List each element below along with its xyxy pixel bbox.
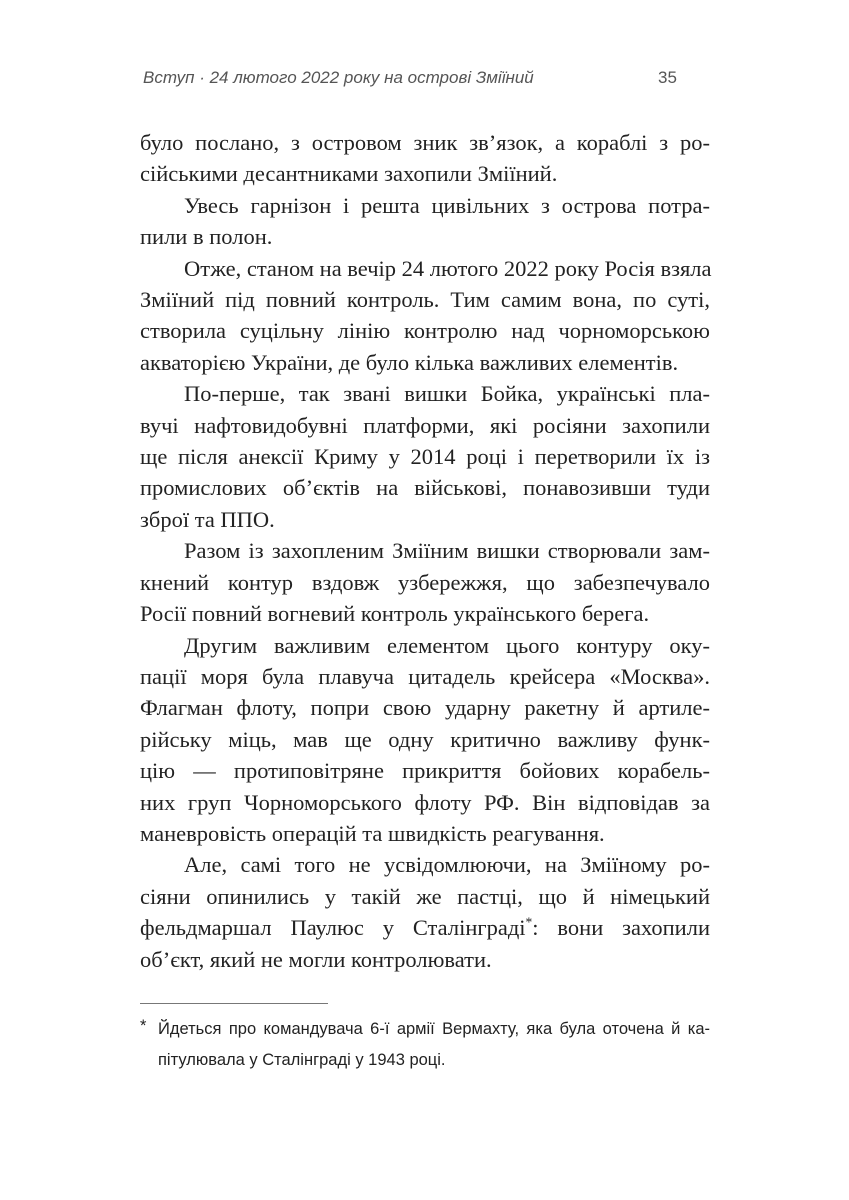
body-line: промислових об’єктів на військові, понавозивши туди bbox=[140, 475, 710, 501]
body-line: було послано, з островом зник зв’язок, а кораблі з ро- bbox=[140, 130, 710, 155]
footnote-line: пітулювала у Сталінграді у 1943 році. bbox=[158, 1051, 446, 1069]
body-line: Увесь гарнізон і решта цивільних з острова потра- bbox=[184, 192, 710, 218]
body-line: Разом із захопленим Зміїним вишки створювали зам- bbox=[184, 538, 710, 564]
body-line: Але, самі того не усвідомлюючи, на Зміїному ро- bbox=[184, 852, 710, 878]
footnote-line: Йдеться про командувача 6-ї армії Вермахту, яка була оточена й ка- bbox=[158, 1020, 710, 1038]
body-line: пили в полон. bbox=[140, 224, 273, 250]
body-line: Другим важливим елементом цього контуру оку- bbox=[184, 632, 710, 658]
body-line: акваторією України, де було кілька важливих елементів. bbox=[140, 349, 679, 375]
body-line: зброї та ППО. bbox=[140, 506, 275, 532]
page-number: 35 bbox=[658, 68, 677, 87]
body-line: створила суцільну лінію контролю над чорноморською bbox=[140, 318, 710, 344]
footnote-marker: * bbox=[140, 1017, 147, 1035]
body-line: маневровість операцій та швидкість реагування. bbox=[140, 820, 605, 846]
footnote-reference: * bbox=[525, 914, 533, 930]
body-line: цію — протиповітряне прикриття бойових корабель- bbox=[140, 758, 710, 784]
footnote bbox=[140, 1014, 710, 1076]
running-header: Вступ · 24 лютого 2022 року на острові Зміїний bbox=[143, 68, 534, 87]
body-text bbox=[140, 127, 710, 975]
body-line: рійську міць, мав ще одну критично важливу функ- bbox=[140, 726, 710, 752]
body-line: сіяни опинились у такій же пастці, що й німецький bbox=[140, 883, 710, 909]
body-line: Флагман флоту, попри свою ударну ракетну й артиле- bbox=[140, 695, 710, 721]
body-line: них груп Чорноморського флоту РФ. Він відповідав за bbox=[140, 789, 710, 815]
body-line: сійськими десантниками захопили Зміїний. bbox=[140, 161, 558, 187]
body-line: кнений контур вздовж узбережжя, що забезпечувало bbox=[140, 569, 710, 595]
body-line: пації моря була плавуча цитадель крейсера «Москва». bbox=[140, 663, 710, 689]
body-line: Отже, станом на вечір 24 лютого 2022 року Росія взяла bbox=[184, 255, 712, 281]
body-line: По-перше, так звані вишки Бойка, українські пла- bbox=[184, 381, 710, 407]
body-line: вучі нафтовидобувні платформи, які росіяни захопили bbox=[140, 412, 710, 438]
body-line: ще після анексії Криму у 2014 році і перетворили їх із bbox=[140, 444, 710, 470]
body-line: Росії повний вогневий контроль українського берега. bbox=[140, 601, 650, 627]
body-line: об’єкт, який не могли контролювати. bbox=[140, 946, 492, 972]
footnote-divider bbox=[140, 1003, 328, 1004]
body-line: Зміїний під повний контроль. Тим самим вона, по суті, bbox=[140, 287, 710, 313]
body-line: фельдмаршал Паулюс у Сталінграді*: вони захопили bbox=[140, 914, 710, 941]
